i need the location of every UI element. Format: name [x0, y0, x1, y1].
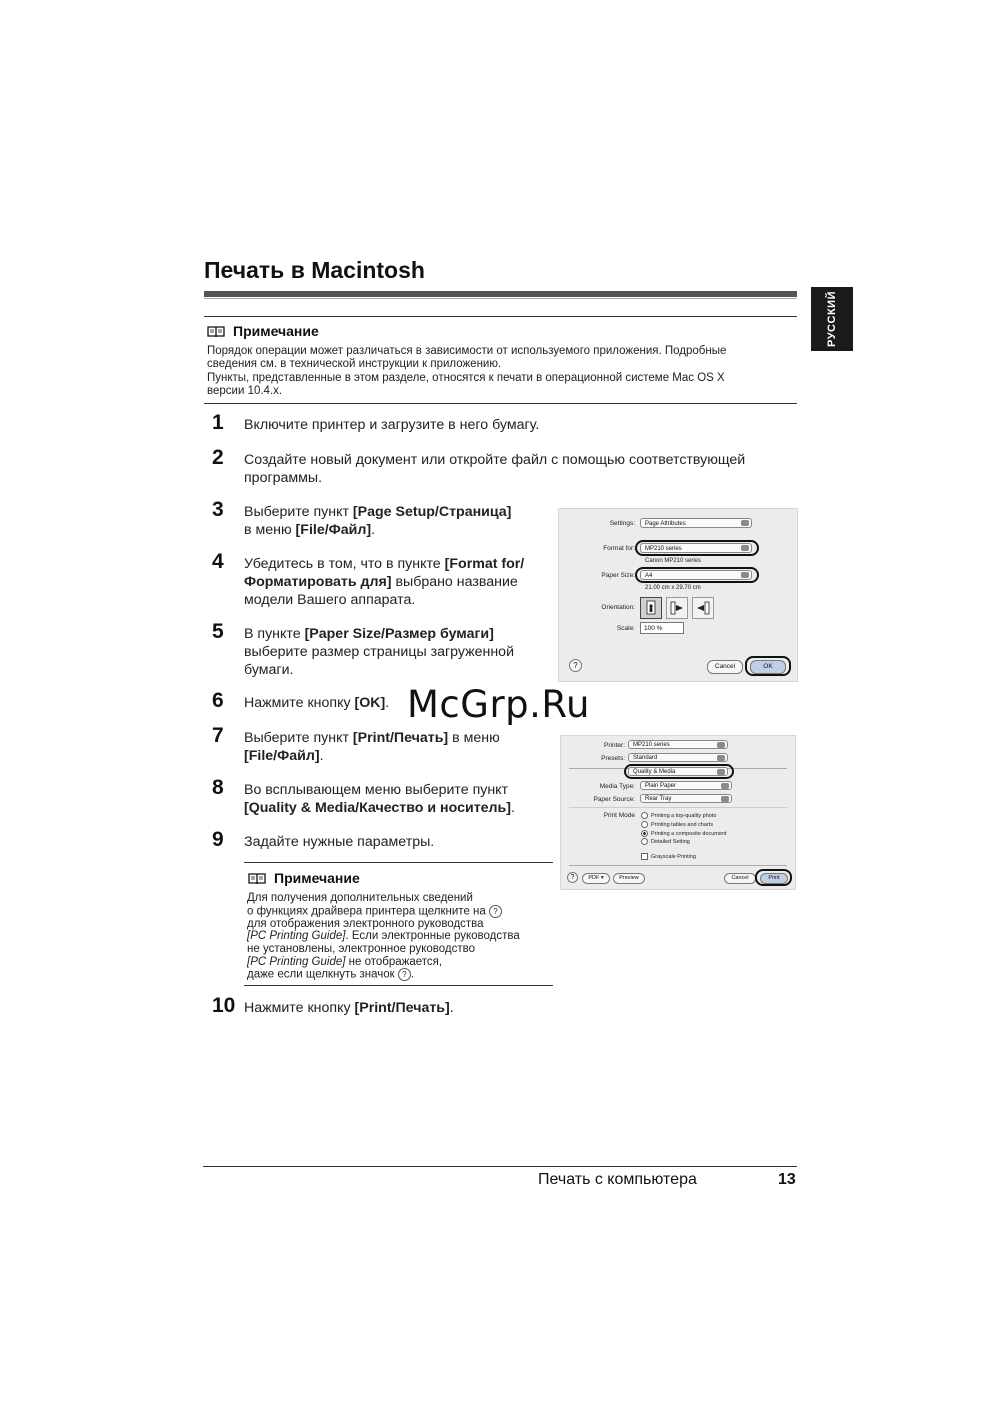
printer-popup[interactable]: MP210 series: [628, 740, 728, 749]
pdf-button[interactable]: PDF ▾: [582, 873, 610, 884]
presets-popup[interactable]: Standard: [628, 753, 728, 762]
highlight-ring: [635, 540, 759, 556]
divider: [569, 865, 787, 866]
paper-size-popup[interactable]: A4: [640, 570, 752, 580]
help-icon: ?: [489, 905, 502, 918]
media-type-popup[interactable]: Plain Paper: [640, 781, 732, 790]
quality-media-popup[interactable]: Quality & Media: [628, 767, 728, 776]
step-text: Создайте новый документ или откройте файл с помощью соответствующей программы.: [244, 452, 746, 486]
radio-detailed[interactable]: Detailed Setting: [641, 838, 727, 847]
portrait-icon: [641, 598, 661, 618]
note-top-rule: [204, 316, 797, 317]
scale-input[interactable]: 100 %: [640, 622, 684, 634]
settings-popup[interactable]: Page Attributes: [640, 518, 752, 528]
step-text: Выберите пункт [Page Setup/Страница] в меню [File/Файл].: [244, 504, 512, 538]
note2-bottom-rule: [244, 985, 553, 986]
note2-heading: Примечание: [248, 870, 360, 886]
divider: [569, 807, 787, 808]
language-tab: РУССКИЙ: [811, 287, 853, 351]
step-text: Задайте нужные параметры.: [244, 834, 435, 850]
watermark: McGrp.Ru: [407, 683, 590, 726]
step-number: 3: [212, 498, 224, 521]
title-rule: [204, 291, 797, 297]
step-text: Убедитесь в том, что в пункте [Format for/ Форматировать для] выбрано название модели Вашего аппарата.: [244, 556, 525, 608]
step-number: 5: [212, 620, 224, 643]
help-icon: ?: [398, 968, 411, 981]
cancel-button[interactable]: Cancel: [724, 873, 756, 884]
portrait-button[interactable]: [640, 597, 662, 619]
step-text: Во всплывающем меню выберите пункт [Quality & Media/Качество и носитель].: [244, 782, 515, 816]
print-mode-options: [641, 812, 727, 847]
step-number: 9: [212, 828, 224, 851]
footer-rule: [203, 1166, 797, 1167]
format-for-popup[interactable]: MP210 series: [640, 543, 752, 553]
ok-button[interactable]: OK: [750, 660, 786, 674]
highlight-ring: [745, 656, 791, 676]
help-button[interactable]: ?: [569, 659, 582, 672]
highlight-ring: [755, 869, 792, 886]
step-text: В пункте [Paper Size/Размер бумаги] выберите размер страницы загруженной бумаги.: [244, 626, 514, 678]
title-rule-thin: [204, 298, 797, 299]
grayscale-checkbox[interactable]: Grayscale Printing: [641, 853, 696, 860]
note-bottom-rule: [204, 403, 797, 404]
step-text: Нажмите кнопку [OK].: [244, 695, 390, 711]
print-dialog: Printer: MP210 series Presets: Standard Quality & Media Media Type: Plain Paper Paper Source: Rear Tray Print Mode Printing a top-quality photo Printing tables and charts Printing a composite document Detailed Setting Grayscale Printing ? PDF ▾ Preview Cancel Print: [560, 735, 796, 890]
step-number: 6: [212, 689, 224, 712]
help-button[interactable]: ?: [567, 872, 578, 883]
step-number: 10: [212, 994, 236, 1017]
step-number: 7: [212, 724, 224, 747]
note-body: Порядок операции может различаться в зависимости от используемого приложения. Подробные сведения см. в технической инструкции к приложению. Пункты, представленные в этом разделе, относятся к печати в операционной системе Mac OS X версии 10.4.x.: [207, 345, 727, 397]
book-icon: [248, 872, 266, 884]
landscape-button[interactable]: [666, 597, 688, 619]
paper-source-popup[interactable]: Rear Tray: [640, 794, 732, 803]
book-icon: [207, 325, 225, 337]
highlight-ring: [635, 567, 759, 583]
highlight-ring: [624, 764, 734, 779]
note-heading: Примечание: [207, 323, 319, 339]
step-number: 2: [212, 446, 224, 469]
step-number: 4: [212, 550, 224, 573]
step-text: Нажмите кнопку [Print/Печать].: [244, 1000, 454, 1016]
radio-tables-charts[interactable]: Printing tables and charts: [641, 821, 727, 830]
step-number: 1: [212, 411, 224, 434]
cancel-button[interactable]: Cancel: [707, 660, 743, 674]
step-text: Выберите пункт [Print/Печать] в меню [File/Файл].: [244, 730, 500, 764]
reverse-landscape-button[interactable]: [692, 597, 714, 619]
step-number: 8: [212, 776, 224, 799]
radio-top-quality[interactable]: Printing a top-quality photo: [641, 812, 727, 821]
note2-body: Для получения дополнительных сведений о функциях драйвера принтера щелкните на ? для отображения электронного руководства [PC Printing Guide]. Если электронные руководства не установлены, электронное руководство [PC Printing Guide] не отображается, даже если щелкнуть значок ? .: [247, 892, 520, 981]
preview-button[interactable]: Preview: [613, 873, 645, 884]
radio-composite[interactable]: Printing a composite document: [641, 830, 727, 839]
print-button[interactable]: Print: [760, 873, 788, 884]
note2-top-rule: [244, 862, 553, 863]
landscape-icon: [667, 598, 687, 618]
footer-section: Печать с компьютера: [538, 1171, 697, 1188]
step-text: Включите принтер и загрузите в него бумагу.: [244, 417, 540, 433]
reverse-landscape-icon: [693, 598, 713, 618]
page-number: 13: [778, 1171, 796, 1188]
page-title: Печать в Macintosh: [204, 257, 425, 283]
page-setup-dialog: Settings: Page Attributes Format for: MP210 series Canon MP210 series Paper Size: A4 21.00 cm x 29.70 cm Orientation: Scale: 100 % ? Cancel OK: [558, 508, 798, 682]
